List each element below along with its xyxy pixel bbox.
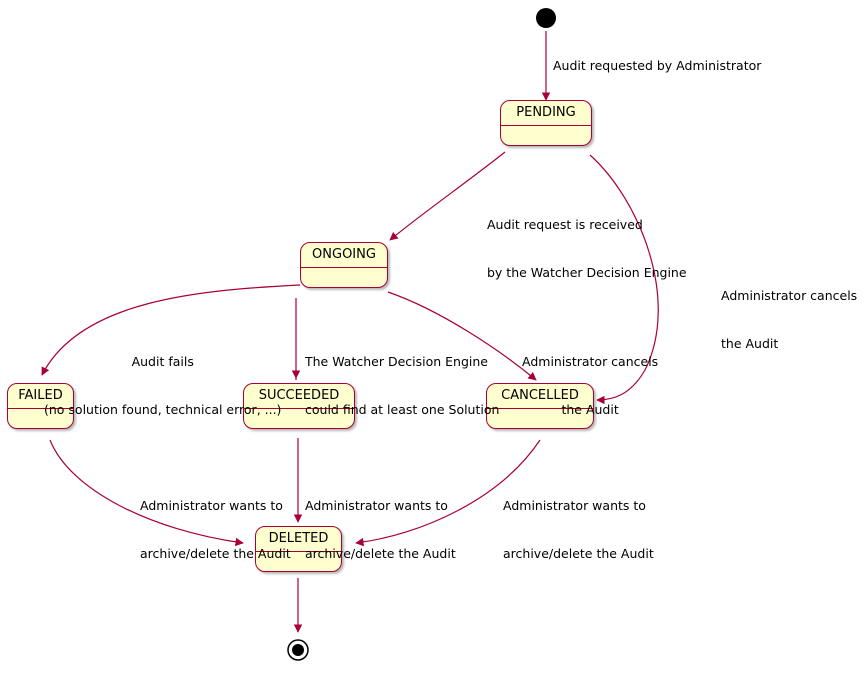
edge-label-ongoing-to-cancelled (522, 322, 658, 450)
state-ongoing[interactable] (300, 242, 388, 288)
edge-label-pending-to-cancelled-line2: the Audit (721, 336, 779, 351)
edge-label-ongoing-to-succeeded (305, 322, 499, 450)
edge-label-ongoing-to-failed-line1: Audit fails (131, 354, 194, 369)
edge-label-succeeded-to-deleted (305, 466, 456, 594)
state-deleted-label: DELETED (256, 527, 341, 552)
edge-label-failed-to-deleted (140, 466, 291, 594)
edge-label-pending-to-cancelled (721, 256, 857, 384)
edge-label-ongoing-to-cancelled-line2: the Audit (561, 402, 619, 417)
state-ongoing-label: ONGOING (301, 243, 387, 268)
state-pending-label: PENDING (501, 101, 591, 126)
edge-label-failed-to-deleted-line2: archive/delete the Audit (140, 546, 291, 561)
edge-label-pending-to-ongoing-line1: Audit request is received (487, 217, 643, 232)
edge-label-pending-to-ongoing-line2: by the Watcher Decision Engine (487, 265, 687, 280)
edge-label-ongoing-to-succeeded-line2: could find at least one Solution (305, 402, 500, 417)
edge-label-succeeded-to-deleted-line1: Administrator wants to (305, 498, 448, 513)
edge-label-succeeded-to-deleted-line2: archive/delete the Audit (305, 546, 456, 561)
state-cancelled-label: CANCELLED (487, 384, 593, 409)
state-ongoing-body (301, 268, 387, 287)
edge-label-ongoing-to-succeeded-line1: The Watcher Decision Engine (305, 354, 488, 369)
edge-label-failed-to-deleted-line1: Administrator wants to (140, 498, 283, 513)
edge-label-ongoing-to-cancelled-line1: Administrator cancels (522, 354, 659, 369)
edge-label-cancelled-to-deleted-line1: Administrator wants to (503, 498, 646, 513)
edge-label-pending-to-ongoing (487, 185, 687, 313)
edge-label-cancelled-to-deleted-line2: archive/delete the Audit (503, 546, 654, 561)
edge-label-cancelled-to-deleted (503, 466, 654, 594)
state-succeeded-label: SUCCEEDED (244, 384, 354, 409)
final-state-inner (292, 644, 304, 656)
state-pending[interactable] (500, 100, 592, 146)
edge-label-start-to-pending: Audit requested by Administrator (553, 58, 762, 73)
state-failed-label: FAILED (8, 384, 73, 409)
state-pending-body (501, 126, 591, 145)
edge-label-ongoing-to-failed-line2: (no solution found, technical error, ...) (44, 402, 282, 417)
edge-label-ongoing-to-failed (44, 322, 281, 450)
edge-label-pending-to-cancelled-line1: Administrator cancels (721, 288, 858, 303)
initial-state (536, 8, 556, 28)
